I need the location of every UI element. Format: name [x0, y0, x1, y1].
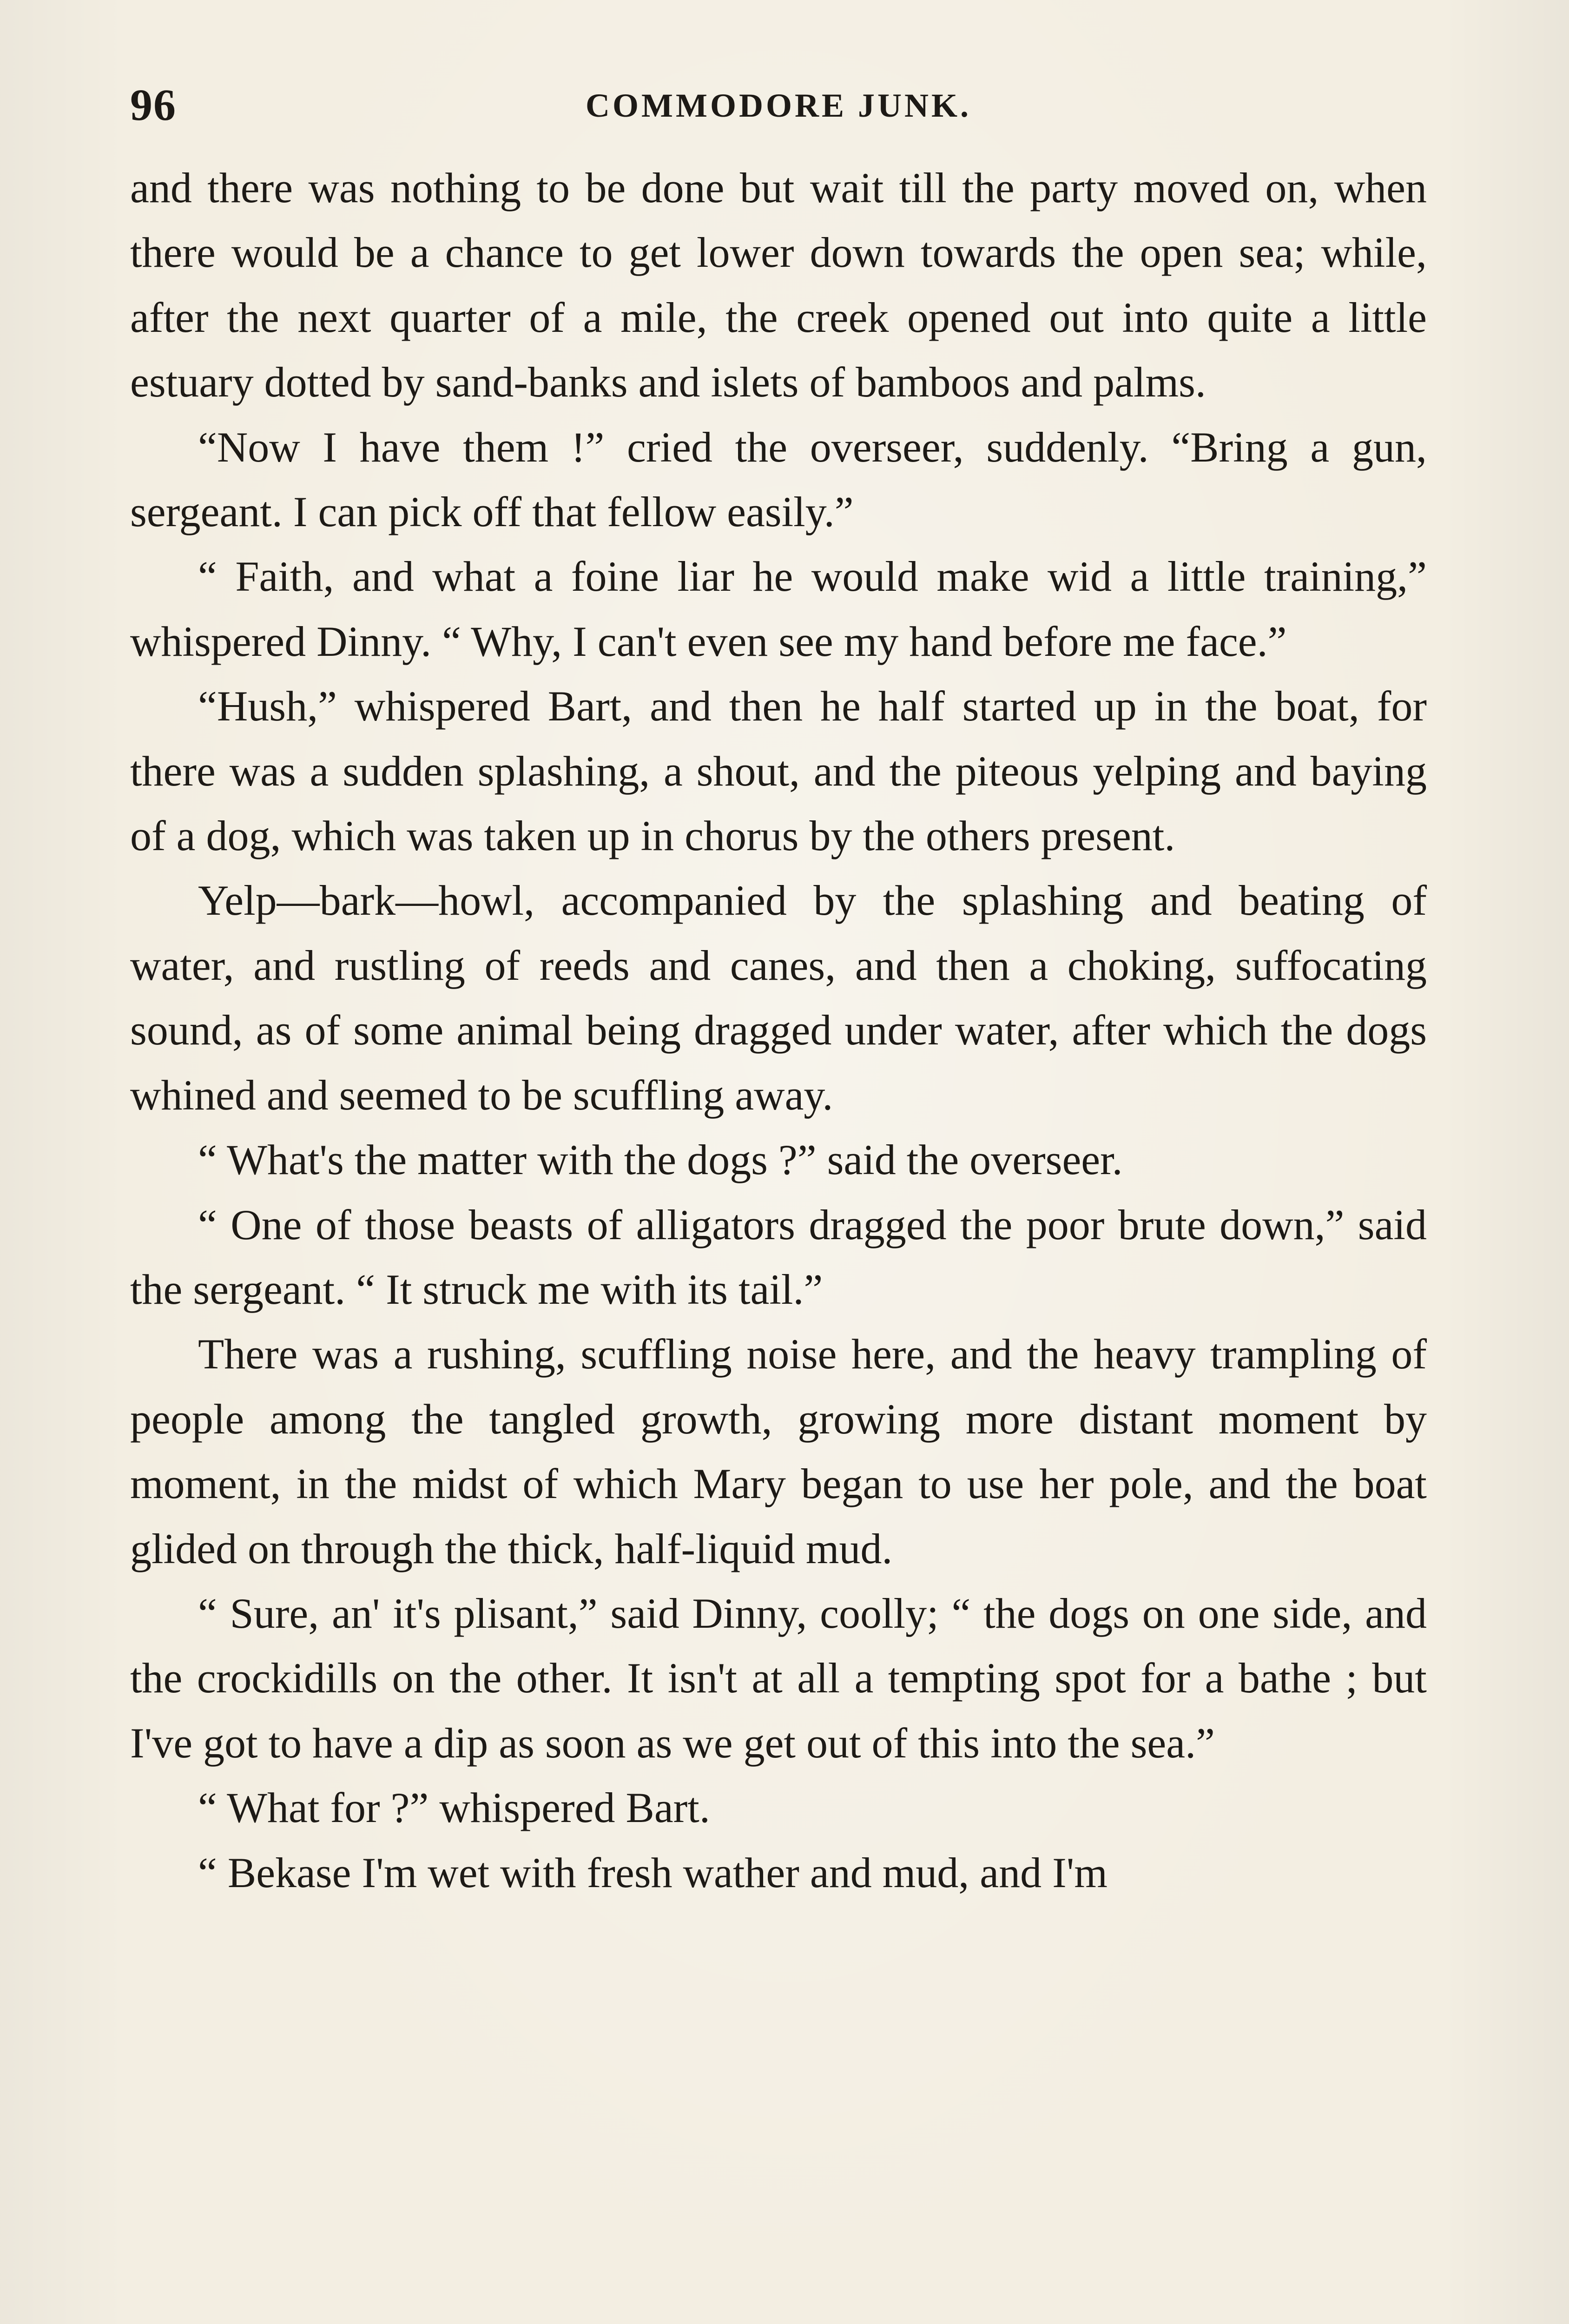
body-text	[130, 156, 1427, 1905]
page-header	[130, 79, 1427, 135]
paragraph: “Now I have them !” cried the overseer, suddenly. “Bring a gun, sergeant. I can pick off that fellow easily.”	[130, 423, 1427, 536]
paragraph: “ What for ?” whispered Bart.	[198, 1784, 710, 1832]
paragraph: “ What's the matter with the dogs ?” said the overseer.	[198, 1136, 1123, 1184]
paragraph: and there was nothing to be done but wait till the party moved on, when there would be a chance to get lower down towards the open sea; while, after the next quarter of a mile, the creek opened out into quite a little estuary dotted by sand-banks and islets of bamboos and palms.	[130, 164, 1427, 406]
paragraph: “ Sure, an' it's plisant,” said Dinny, coolly; “ the dogs on one side, and the crockidills on the other. It isn't at all a tempting spot for a bathe ; but I've got to have a dip as soon as we get out of this into the sea.”	[130, 1589, 1427, 1767]
paragraph: “ Bekase I'm wet with fresh wather and mud, and I'm	[198, 1849, 1108, 1896]
paragraph: “ Faith, and what a foine liar he would make wid a little training,” whispered Dinny. “ Why, I can't even see my hand before me face.”	[130, 553, 1427, 665]
page-number: 96	[130, 80, 177, 130]
running-title: COMMODORE JUNK.	[586, 87, 971, 124]
paragraph: “ One of those beasts of alligators dragged the poor brute down,” said the sergeant. “ It struck me with its tail.”	[130, 1201, 1427, 1313]
paragraph: “Hush,” whispered Bart, and then he half started up in the boat, for there was a sudden splashing, a shout, and the piteous yelping and baying of a dog, which was taken up in chorus by the others present.	[130, 682, 1427, 860]
paragraph: Yelp—bark—howl, accompanied by the splashing and beating of water, and rustling of reeds and canes, and then a choking, suffocating sound, as of some animal being dragged under water, after which the dogs whined and seemed to be scuffling away.	[130, 877, 1427, 1119]
paragraph: There was a rushing, scuffling noise here, and the heavy trampling of people among the tangled growth, growing more distant moment by moment, in the midst of which Mary began to use her pole, and the boat glided on through the thick, half-liquid mud.	[130, 1330, 1427, 1572]
